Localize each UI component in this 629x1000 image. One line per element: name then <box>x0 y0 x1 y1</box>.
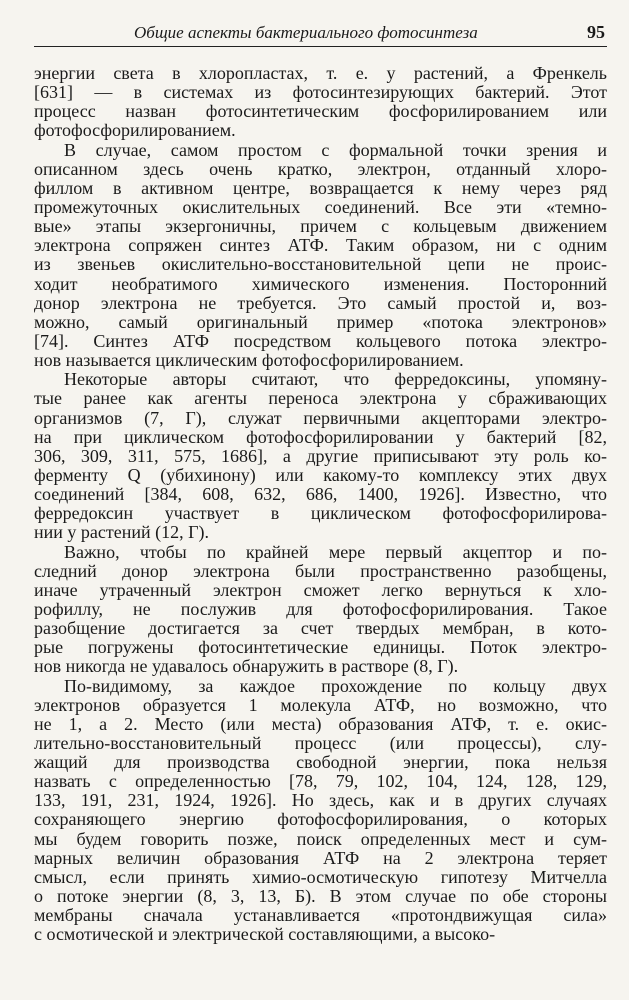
text-line: следний донор электрона были пространственно разобщены, <box>34 560 607 581</box>
text-line: По-видимому, за каждое прохождение по кольцу двух <box>64 675 607 696</box>
paragraph <box>34 543 607 677</box>
text-line: организмов (7, Г), служат первичными акцепторами электро- <box>34 407 607 428</box>
text-line: нов называется циклическим фотофосфорилированием. <box>34 350 464 371</box>
text-line: В случае, самом простом с формальной точки зрения и <box>64 139 607 160</box>
paragraph <box>34 677 607 945</box>
text-line: электронов образуется 1 молекула АТФ, но возможно, что <box>34 694 607 715</box>
text-line: жащий для производства свободной энергии, пока нельзя <box>34 752 607 773</box>
text-line: о потоке энергии (8, 3, 13, Б). В этом случае по обе стороны <box>34 886 607 907</box>
text-line: соединений [384, 608, 632, 686, 1400, 1926]. Известно, что <box>34 484 607 505</box>
text-line: филлом в активном центре, возвращается к нему через ряд <box>34 177 607 198</box>
running-title: Общие аспекты бактериального фотосинтеза <box>134 23 478 42</box>
text-line: мембраны сначала устанавливается «протондвижущая сила» <box>34 905 607 926</box>
text-line: процесс назван фотосинтетическим фосфорилированием или <box>34 101 607 122</box>
text-line: 133, 191, 231, 1924, 1926]. Но здесь, как и в других случаях <box>34 790 607 811</box>
text-line: тые ранее как агенты переноса электрона у сбраживающих <box>34 388 607 409</box>
page-number: 95 <box>587 22 605 42</box>
body-text <box>34 64 607 944</box>
text-line: нии у растений (12, Г). <box>34 522 210 543</box>
text-line: [74]. Синтез АТФ посредством кольцевого потока электро- <box>34 330 607 351</box>
text-line: мы будем говорить позже, поиск определенных мест и сум- <box>34 828 607 849</box>
text-line: ферредоксин участвует в циклическом фотофосфорилирова- <box>34 503 607 524</box>
text-line: ходит необратимого химического изменения. Посторонний <box>34 273 607 294</box>
text-line: 306, 309, 311, 575, 1686], а другие приписывают эту роль ко- <box>34 445 607 466</box>
text-line: на при циклическом фотофосфорилировании у бактерий [82, <box>34 426 607 447</box>
text-line: [631] — в системах из фотосинтезирующих бактерий. Этот <box>34 82 607 103</box>
text-line: можно, самый оригинальный пример «потока электронов» <box>34 311 607 332</box>
paragraph <box>34 141 607 371</box>
text-line: промежуточных окислительных соединений. Все эти «темно- <box>34 196 607 217</box>
text-line: смысл, если принять химио-осмотическую гипотезу Митчелла <box>34 866 607 887</box>
page-header <box>34 20 607 47</box>
text-line: марных величин образования АТФ на 2 электрона теряет <box>34 847 607 868</box>
text-line: фотофосфорилированием. <box>34 120 236 141</box>
text-line: не 1, а 2. Место (или места) образования АТФ, т. е. окис- <box>34 713 607 734</box>
text-line: Важно, чтобы по крайней мере первый акцептор и по- <box>64 541 607 562</box>
text-line: описанном здесь очень кратко, электрон, отданный хлоро- <box>34 158 607 179</box>
text-line: рые погружены фотосинтетические единицы. Поток электро- <box>34 637 607 658</box>
text-line: иначе утраченный электрон сможет легко вернуться к хло- <box>34 579 607 600</box>
paragraph <box>34 64 607 141</box>
paragraph <box>34 370 607 542</box>
text-line: лительно-восстановительный процесс (или процессы), слу- <box>34 732 607 753</box>
text-line: разобщение достигается за счет твердых мембран, в кото- <box>34 618 607 639</box>
text-line: рофиллу, не послужив для фотофосфорилирования. Такое <box>34 598 607 619</box>
text-line: вые» этапы экзергоничны, причем с кольцевым движением <box>34 216 607 237</box>
text-line: донор электрона не требуется. Это самый простой и, воз- <box>34 292 607 313</box>
text-line: с осмотической и электрической составляющими, а высоко- <box>34 924 496 945</box>
text-line: энергии света в хлоропластах, т. е. у растений, а Френкель <box>34 63 607 83</box>
text-line: назвать с определенностью [78, 79, 102, 104, 124, 128, 129, <box>34 771 607 792</box>
text-line: нов никогда не удавалось обнаружить в растворе (8, Г). <box>34 656 459 677</box>
text-line: сохраняющего энергию фотофосфорилирования, о которых <box>34 809 607 830</box>
text-line: из звеньев окислительно-восстановительной цепи не проис- <box>34 254 607 275</box>
text-line: Некоторые авторы считают, что ферредоксины, упомяну- <box>64 369 607 390</box>
text-line: электрона сопряжен синтез АТФ. Таким образом, ни с одним <box>34 235 607 256</box>
text-line: ферменту Q (убихинону) или какому-то комплексу этих двух <box>34 464 607 485</box>
